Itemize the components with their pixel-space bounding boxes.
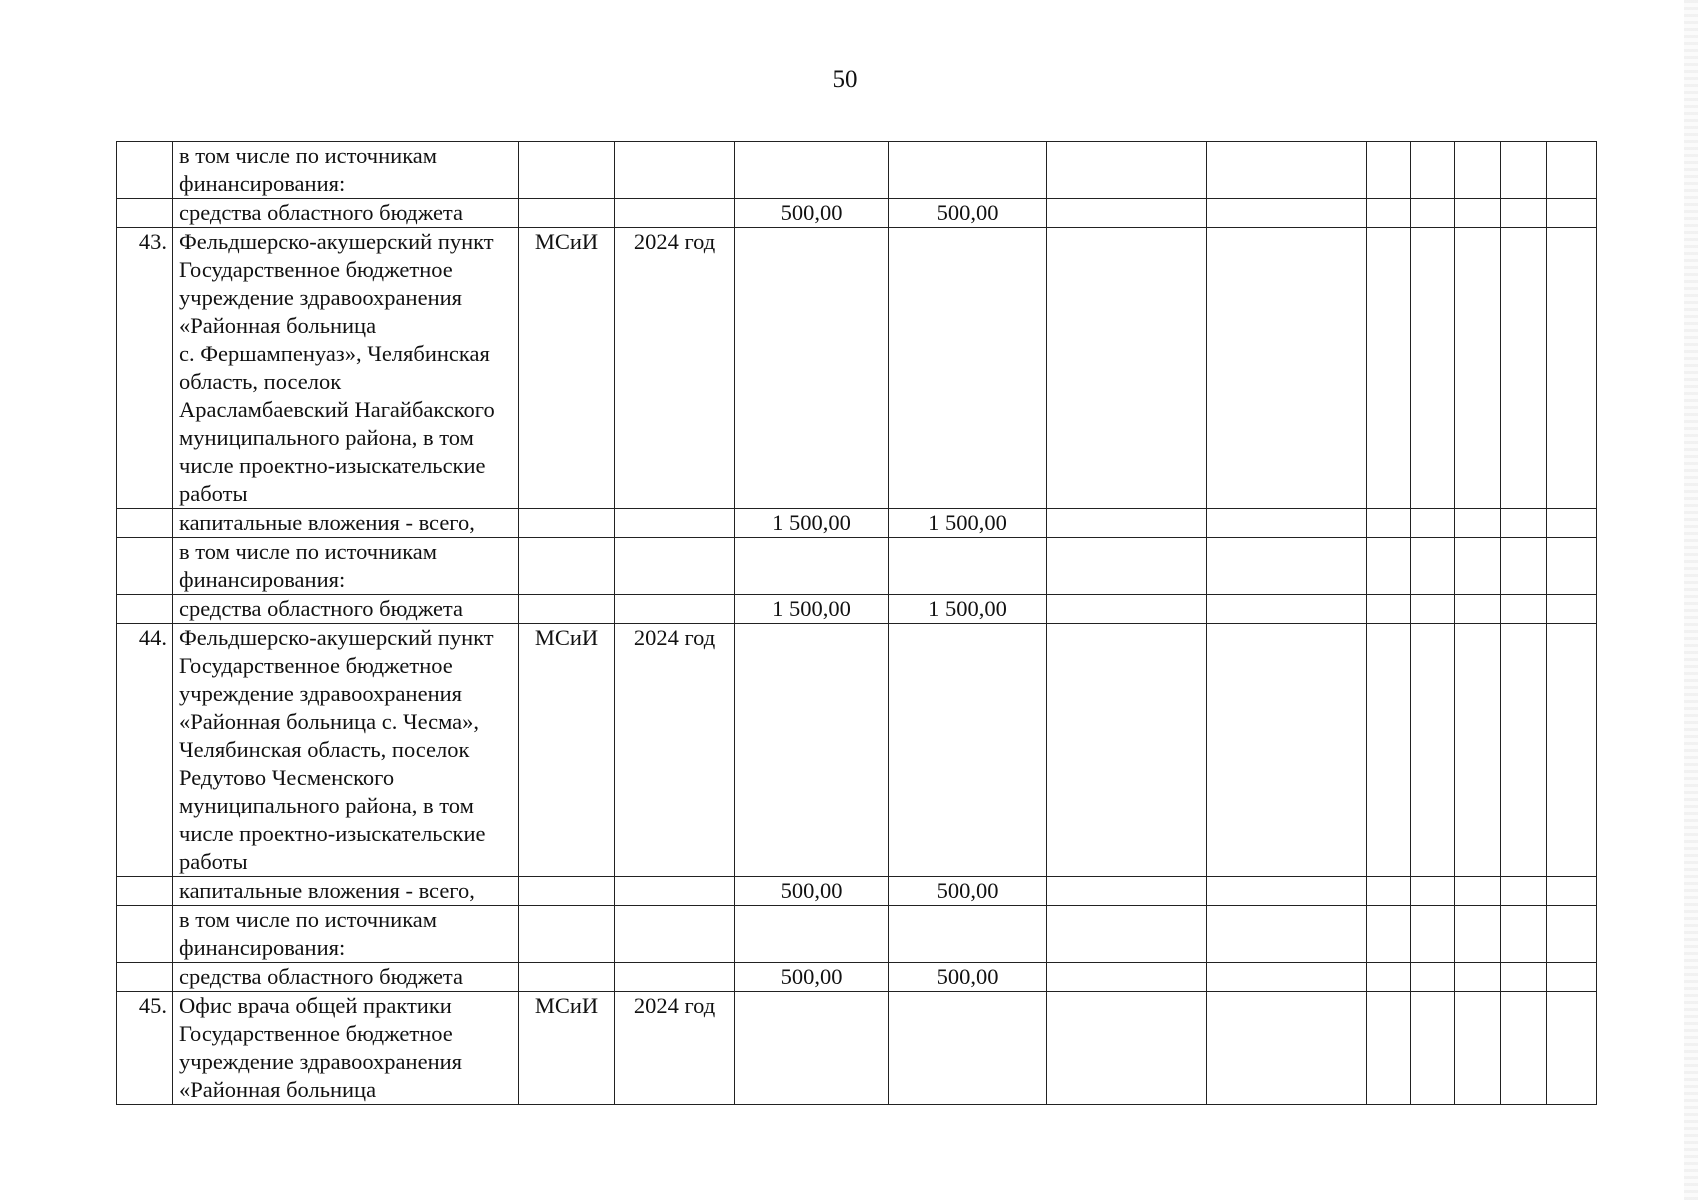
row-description (173, 509, 519, 538)
amount-total (735, 228, 889, 509)
empty-cell (1455, 199, 1501, 228)
table-row (117, 595, 1597, 624)
empty-cell (1207, 199, 1367, 228)
empty-cell (1547, 992, 1597, 1105)
empty-cell (1455, 509, 1501, 538)
row-description (173, 963, 519, 992)
empty-cell (1547, 877, 1597, 906)
empty-cell (1501, 509, 1547, 538)
description-line: капитальные вложения - всего, (179, 510, 475, 535)
row-number: 43. (117, 228, 173, 509)
empty-cell (1207, 142, 1367, 199)
amount-year (889, 538, 1047, 595)
empty-cell (1367, 142, 1411, 199)
empty-cell (1547, 538, 1597, 595)
empty-cell (1455, 877, 1501, 906)
row-number (117, 595, 173, 624)
amount-total: 500,00 (735, 877, 889, 906)
empty-cell (1455, 992, 1501, 1105)
description-line: Офис врача общей практики (179, 993, 452, 1018)
empty-cell (1047, 992, 1207, 1105)
description-line: работы (179, 481, 248, 506)
empty-cell (1501, 199, 1547, 228)
empty-cell (1047, 963, 1207, 992)
empty-cell (1047, 877, 1207, 906)
empty-cell (1207, 992, 1367, 1105)
row-description (173, 595, 519, 624)
empty-cell (1367, 624, 1411, 877)
description-line: в том числе по источникам (179, 539, 438, 564)
amount-total: 500,00 (735, 199, 889, 228)
description-line: «Районная больница с. Чесма», (179, 709, 480, 734)
empty-cell (1547, 963, 1597, 992)
responsible-org (519, 509, 615, 538)
empty-cell (1367, 963, 1411, 992)
implementation-year (615, 509, 735, 538)
empty-cell (1547, 228, 1597, 509)
description-line: Редутово Чесменского (179, 765, 395, 790)
table-row (117, 228, 1597, 509)
empty-cell (1411, 142, 1455, 199)
empty-cell (1547, 509, 1597, 538)
row-description (173, 906, 519, 963)
empty-cell (1547, 906, 1597, 963)
empty-cell (1047, 142, 1207, 199)
description-line: «Районная больница (179, 1077, 377, 1102)
implementation-year (615, 595, 735, 624)
responsible-org (519, 595, 615, 624)
empty-cell (1547, 199, 1597, 228)
empty-cell (1047, 906, 1207, 963)
row-description (173, 228, 519, 509)
implementation-year (615, 538, 735, 595)
amount-year: 500,00 (889, 877, 1047, 906)
table-row (117, 906, 1597, 963)
description-line: с. Фершампенуаз», Челябинская (179, 341, 490, 366)
table-row (117, 538, 1597, 595)
table-row (117, 509, 1597, 538)
row-number (117, 906, 173, 963)
amount-total: 1 500,00 (735, 509, 889, 538)
empty-cell (1207, 963, 1367, 992)
description-line: работы (179, 849, 248, 874)
empty-cell (1501, 992, 1547, 1105)
empty-cell (1207, 509, 1367, 538)
implementation-year (615, 963, 735, 992)
description-line: финансирования: (179, 171, 346, 196)
amount-total (735, 538, 889, 595)
empty-cell (1411, 228, 1455, 509)
empty-cell (1501, 595, 1547, 624)
description-line: финансирования: (179, 567, 346, 592)
amount-year: 1 500,00 (889, 509, 1047, 538)
amount-total (735, 142, 889, 199)
table-row (117, 992, 1597, 1105)
description-line: учреждение здравоохранения (179, 1049, 462, 1074)
amount-total (735, 906, 889, 963)
responsible-org (519, 538, 615, 595)
description-line: муниципального района, в том (179, 793, 474, 818)
empty-cell (1367, 509, 1411, 538)
empty-cell (1501, 963, 1547, 992)
empty-cell (1047, 624, 1207, 877)
empty-cell (1501, 906, 1547, 963)
implementation-year: 2024 год (615, 624, 735, 877)
description-line: Государственное бюджетное (179, 653, 453, 678)
page-number: 50 (832, 66, 858, 93)
row-description (173, 992, 519, 1105)
empty-cell (1411, 992, 1455, 1105)
empty-cell (1207, 624, 1367, 877)
empty-cell (1501, 877, 1547, 906)
amount-year: 500,00 (889, 199, 1047, 228)
empty-cell (1367, 199, 1411, 228)
empty-cell (1367, 877, 1411, 906)
empty-cell (1367, 992, 1411, 1105)
empty-cell (1455, 624, 1501, 877)
row-number (117, 538, 173, 595)
empty-cell (1411, 963, 1455, 992)
row-description (173, 624, 519, 877)
empty-cell (1501, 538, 1547, 595)
table-row (117, 963, 1597, 992)
empty-cell (1411, 624, 1455, 877)
description-line: Фельдшерско-акушерский пункт (179, 229, 494, 254)
description-line: в том числе по источникам (179, 907, 438, 932)
budget-table-wrapper (116, 141, 1596, 1105)
description-line: финансирования: (179, 935, 346, 960)
description-line: средства областного бюджета (179, 964, 464, 989)
empty-cell (1455, 228, 1501, 509)
amount-year: 1 500,00 (889, 595, 1047, 624)
description-line: числе проектно-изыскательские (179, 453, 486, 478)
empty-cell (1455, 906, 1501, 963)
empty-cell (1047, 228, 1207, 509)
empty-cell (1501, 624, 1547, 877)
description-line: учреждение здравоохранения (179, 681, 462, 706)
empty-cell (1455, 963, 1501, 992)
row-description (173, 199, 519, 228)
empty-cell (1455, 538, 1501, 595)
empty-cell (1547, 595, 1597, 624)
responsible-org (519, 906, 615, 963)
empty-cell (1501, 142, 1547, 199)
row-number (117, 963, 173, 992)
empty-cell (1367, 906, 1411, 963)
empty-cell (1047, 538, 1207, 595)
table-row (117, 624, 1597, 877)
empty-cell (1047, 199, 1207, 228)
row-description (173, 142, 519, 199)
description-line: учреждение здравоохранения (179, 285, 462, 310)
responsible-org: МСиИ (519, 228, 615, 509)
description-line: Фельдшерско-акушерский пункт (179, 625, 494, 650)
row-description (173, 538, 519, 595)
empty-cell (1411, 509, 1455, 538)
amount-year (889, 992, 1047, 1105)
empty-cell (1367, 538, 1411, 595)
empty-cell (1047, 509, 1207, 538)
amount-total (735, 624, 889, 877)
empty-cell (1411, 538, 1455, 595)
row-number (117, 199, 173, 228)
amount-year (889, 624, 1047, 877)
amount-year (889, 906, 1047, 963)
description-line: «Районная больница (179, 313, 377, 338)
empty-cell (1547, 624, 1597, 877)
responsible-org: МСиИ (519, 624, 615, 877)
implementation-year: 2024 год (615, 228, 735, 509)
row-number (117, 877, 173, 906)
description-line: Государственное бюджетное (179, 1021, 453, 1046)
description-line: муниципального района, в том (179, 425, 474, 450)
empty-cell (1367, 228, 1411, 509)
budget-table (116, 141, 1597, 1105)
table-row (117, 877, 1597, 906)
empty-cell (1455, 142, 1501, 199)
amount-total: 1 500,00 (735, 595, 889, 624)
implementation-year (615, 906, 735, 963)
amount-total: 500,00 (735, 963, 889, 992)
table-row (117, 142, 1597, 199)
empty-cell (1411, 906, 1455, 963)
row-number (117, 509, 173, 538)
empty-cell (1207, 906, 1367, 963)
responsible-org (519, 963, 615, 992)
empty-cell (1367, 595, 1411, 624)
implementation-year (615, 877, 735, 906)
description-line: Государственное бюджетное (179, 257, 453, 282)
empty-cell (1411, 877, 1455, 906)
scan-edge-artifact (1684, 0, 1698, 1200)
responsible-org (519, 142, 615, 199)
amount-total (735, 992, 889, 1105)
empty-cell (1207, 228, 1367, 509)
implementation-year (615, 142, 735, 199)
empty-cell (1047, 595, 1207, 624)
row-number (117, 142, 173, 199)
description-line: средства областного бюджета (179, 596, 464, 621)
description-line: Челябинская область, поселок (179, 737, 470, 762)
table-row (117, 199, 1597, 228)
empty-cell (1207, 595, 1367, 624)
description-line: Арасламбаевский Нагайбакского (179, 397, 495, 422)
description-line: средства областного бюджета (179, 200, 464, 225)
description-line: область, поселок (179, 369, 342, 394)
empty-cell (1411, 199, 1455, 228)
row-number: 45. (117, 992, 173, 1105)
responsible-org (519, 199, 615, 228)
empty-cell (1207, 877, 1367, 906)
description-line: числе проектно-изыскательские (179, 821, 486, 846)
empty-cell (1547, 142, 1597, 199)
empty-cell (1411, 595, 1455, 624)
responsible-org (519, 877, 615, 906)
table-body (117, 142, 1597, 1105)
responsible-org: МСиИ (519, 992, 615, 1105)
description-line: в том числе по источникам (179, 143, 438, 168)
empty-cell (1501, 228, 1547, 509)
row-number: 44. (117, 624, 173, 877)
amount-year (889, 228, 1047, 509)
row-description (173, 877, 519, 906)
empty-cell (1455, 595, 1501, 624)
amount-year (889, 142, 1047, 199)
amount-year: 500,00 (889, 963, 1047, 992)
empty-cell (1207, 538, 1367, 595)
implementation-year (615, 199, 735, 228)
implementation-year: 2024 год (615, 992, 735, 1105)
description-line: капитальные вложения - всего, (179, 878, 475, 903)
